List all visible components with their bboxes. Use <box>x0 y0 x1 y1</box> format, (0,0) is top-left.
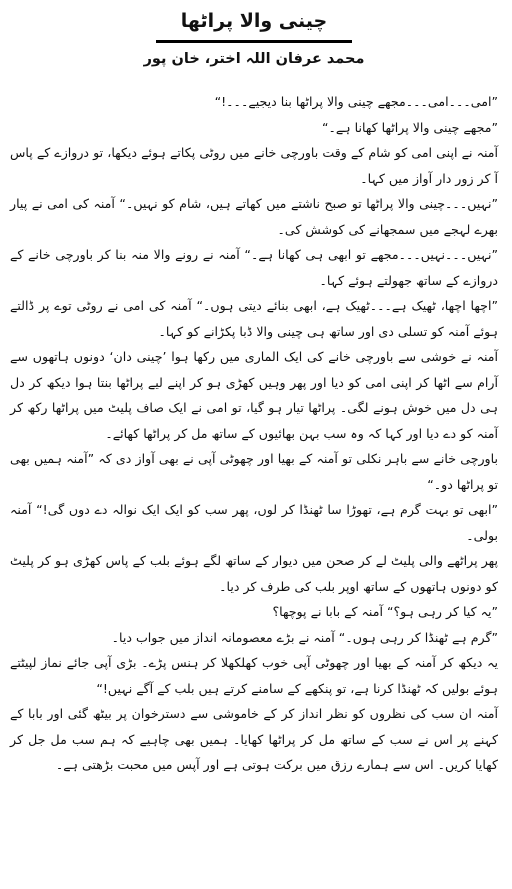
paragraph: ”ابھی تو بہت گرم ہے، تھوڑا سا ٹھنڈا کر لوں، پھر سب کو ایک ایک نوالہ دے دوں گی!“ آمنہ بولی۔ <box>10 502 498 543</box>
paragraph: آمنہ نے اپنی امی کو شام کے وقت باورچی خانے میں روٹی پکاتے ہوئے دیکھا، تو دروازے کے پاس آ کر زور دار آواز میں کہا۔ <box>10 145 498 186</box>
title-divider <box>156 40 352 43</box>
paragraph: ”امی۔۔۔امی۔۔۔مجھے چینی والا پراٹھا بنا دیجیے۔۔۔!“ <box>214 94 498 109</box>
story-body <box>10 89 498 778</box>
story-title: چینی والا پراٹھا <box>180 10 328 32</box>
paragraph: آمنہ نے خوشی سے باورچی خانے کی ایک الماری میں رکھا ہوا ’چینی دان‘ دونوں ہاتھوں سے آرام سے اٹھا کر اپنی امی کو دیا اور پھر وہیں کھڑی ہو کر اپنے لیے پراٹھا بنتا ہوا دیکھ کر دل ہی دل میں خوش ہونے لگی۔ پراٹھا تیار ہو گیا، تو امی نے ایک صاف پلیٹ میں پراٹھا رکھ کر آمنہ کو دے دیا اور کہا کہ وہ سب بہن بھائیوں کے ساتھ مل کر پراٹھا کھائے۔ <box>10 349 498 441</box>
paragraph: باورچی خانے سے باہر نکلی تو آمنہ کے بھیا اور چھوٹی آپی نے بھی آواز دی کہ ”آمنہ ہمیں بھی تو پراٹھا دو۔“ <box>10 451 498 492</box>
paragraph: یہ دیکھ کر آمنہ کے بھیا اور چھوٹی آپی خوب کھلکھلا کر ہنس پڑے۔ بڑی آپی جائے نماز لپیٹتے ہوئے بولیں کہ ٹھنڈا کرنا ہے، تو پنکھے کے سامنے کرتے ہیں بلب کے آگے نہیں!“ <box>10 655 498 696</box>
author-byline: محمد عرفان اللہ اختر، خان پور <box>143 51 365 67</box>
paragraph: ”اچھا اچھا، ٹھیک ہے۔۔۔ٹھیک ہے، ابھی بنائے دیتی ہوں۔“ آمنہ کی امی نے روٹی توے پر ڈالتے ہوئے آمنہ کو تسلی دی اور ساتھ ہی چینی والا ڈبا پکڑانے کو کہا۔ <box>10 298 498 339</box>
paragraph: ”نہیں۔۔۔نہیں۔۔۔مجھے تو ابھی ہی کھانا ہے۔“ آمنہ نے رونے والا منہ بنا کر باورچی خانے کے دروازے کے ساتھ جھولتے ہوئے کہا۔ <box>10 247 498 288</box>
paragraph: ”گرم ہے ٹھنڈا کر رہی ہوں۔“ آمنہ نے بڑے معصومانہ انداز میں جواب دیا۔ <box>111 629 498 645</box>
paragraph: پھر پراٹھے والی پلیٹ لے کر صحن میں دیوار کے ساتھ لگے ہوئے بلب کے پاس کھڑی ہو کر پلیٹ کو دونوں ہاتھوں کے ساتھ اوپر بلب کی طرف کر دیا۔ <box>10 553 498 594</box>
paragraph: ”نہیں۔۔۔چینی والا پراٹھا تو صبح ناشتے میں کھاتے ہیں، شام کو نہیں۔“ آمنہ کی امی نے پیار بھرے لہجے میں سمجھانے کی کوشش کی۔ <box>10 196 498 237</box>
paragraph: ”یہ کیا کر رہی ہو؟“ آمنہ کے بابا نے پوچھا؟ <box>272 604 498 619</box>
paragraph: ”مجھے چینی والا پراٹھا کھانا ہے۔“ <box>322 119 498 135</box>
paragraph: آمنہ ان سب کی نظروں کو نظر انداز کر کے خاموشی سے دسترخوان پر بیٹھ گئی اور بابا کے کہنے پر اس نے سب کے ساتھ مل کر پراٹھا کھایا۔ ہمیں بھی چاہیے کہ ہم سب مل جل کر کھایا کریں۔ اس سے ہمارے رزق میں برکت ہوتی ہے اور آپس میں محبت بڑھتی ہے۔ <box>10 706 498 772</box>
